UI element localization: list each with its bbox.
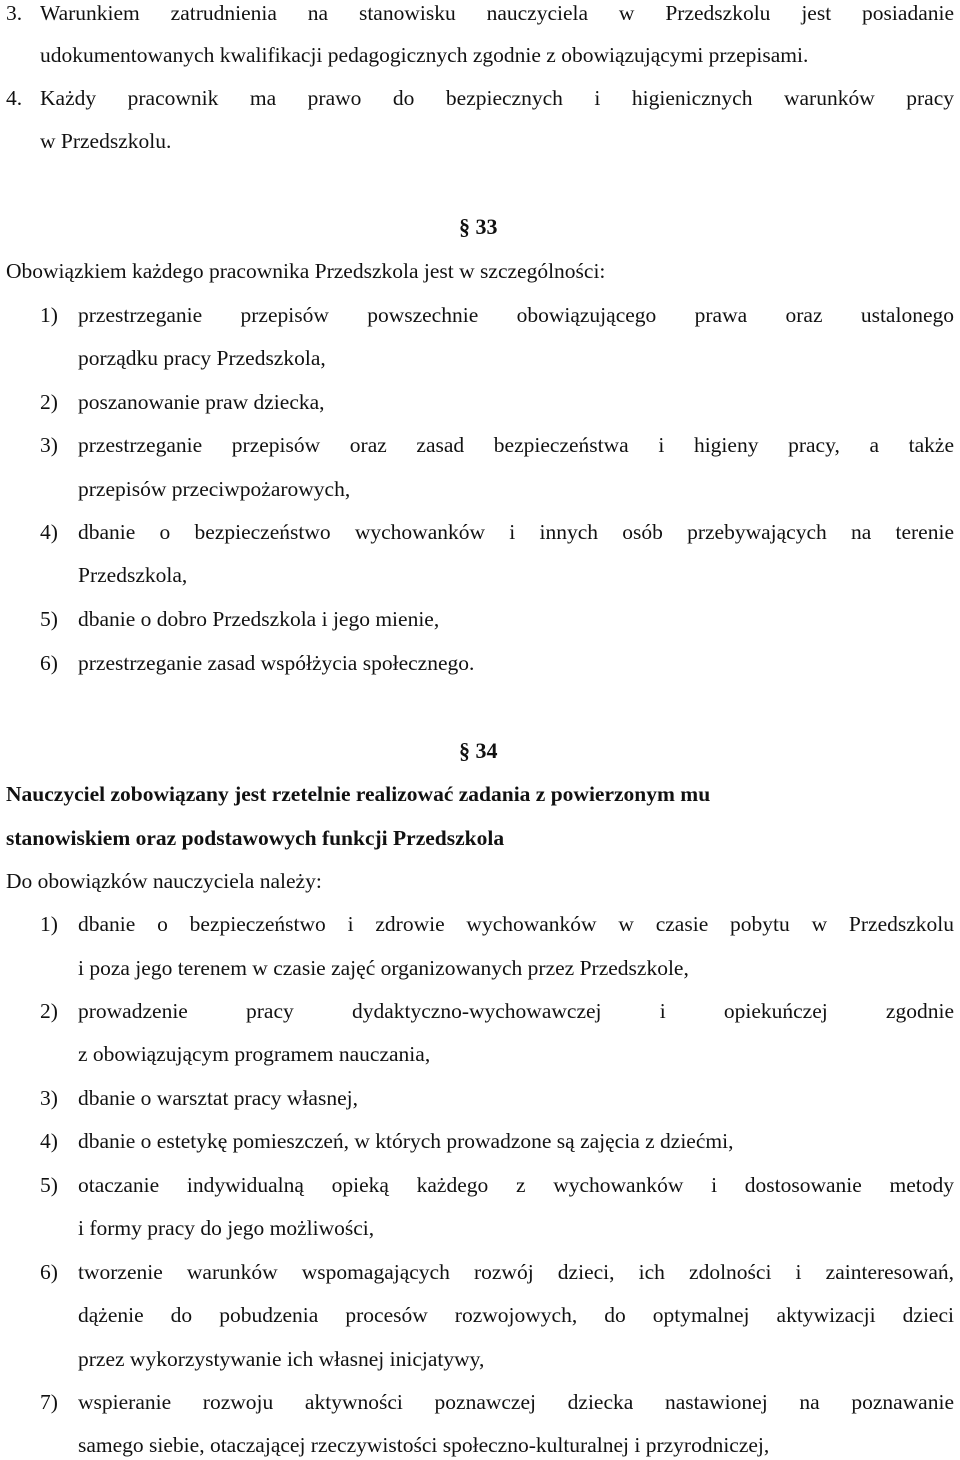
list-item-line: przestrzeganie przepisów powszechnie obowiązującego prawa oraz ustalonego: [78, 303, 954, 327]
list-item-line: udokumentowanych kwalifikacji pedagogicznych zgodnie z obowiązującymi przepisami.: [40, 43, 809, 67]
list-item-line: porządku pracy Przedszkola,: [78, 346, 326, 370]
list-number: 7): [40, 1390, 58, 1414]
list-item-line: wspieranie rozwoju aktywności poznawczej dziecka nastawionej na poznawanie: [78, 1390, 954, 1414]
list-item-line: otaczanie indywidualną opieką każdego z wychowanków i dostosowanie metody: [78, 1173, 954, 1197]
list-item-line: dbanie o bezpieczeństwo i zdrowie wychowanków w czasie pobytu w Przedszkolu: [78, 912, 954, 936]
list-number: 1): [40, 912, 58, 936]
section-heading: § 34: [459, 738, 498, 763]
list-number: 5): [40, 1173, 58, 1197]
section-heading: § 33: [459, 214, 498, 239]
list-item-line: dbanie o dobro Przedszkola i jego mienie,: [78, 607, 440, 631]
list-item-line: poszanowanie praw dziecka,: [78, 390, 325, 414]
list-item-line: przez wykorzystywanie ich własnej inicjatywy,: [78, 1347, 485, 1371]
list-number: 6): [40, 651, 58, 675]
list-item-line: dbanie o bezpieczeństwo wychowanków i innych osób przebywających na terenie: [78, 520, 954, 544]
list-item-line: tworzenie warunków wspomagających rozwój dzieci, ich zdolności i zainteresowań,: [78, 1260, 954, 1284]
list-number: 4): [40, 1129, 58, 1153]
list-item-line: przepisów przeciwpożarowych,: [78, 477, 351, 501]
list-item-line: przestrzeganie zasad współżycia społecznego.: [78, 651, 475, 675]
list-item-line: dbanie o estetykę pomieszczeń, w których prowadzone są zajęcia z dziećmi,: [78, 1129, 734, 1153]
list-item-line: prowadzenie pracy dydaktyczno-wychowawczej i opiekuńczej zgodnie: [78, 999, 954, 1023]
section-bold-line: Nauczyciel zobowiązany jest rzetelnie realizować zadania z powierzonym mu: [6, 782, 711, 806]
list-item-line: Każdy pracownik ma prawo do bezpiecznych i higienicznych warunków pracy: [40, 86, 954, 110]
section-intro: Do obowiązków nauczyciela należy:: [6, 869, 322, 893]
list-number: 4): [40, 520, 58, 544]
list-number: 3): [40, 1086, 58, 1110]
list-number: 1): [40, 303, 58, 327]
list-number: 6): [40, 1260, 58, 1284]
list-number: 3): [40, 433, 58, 457]
list-number: 2): [40, 999, 58, 1023]
list-item-line: Przedszkola,: [78, 563, 188, 587]
list-item-line: samego siebie, otaczającej rzeczywistości społeczno-kulturalnej i przyrodniczej,: [78, 1433, 770, 1457]
list-item-line: i formy pracy do jego możliwości,: [78, 1216, 375, 1240]
list-item-line: dbanie o warsztat pracy własnej,: [78, 1086, 358, 1110]
section-intro: Obowiązkiem każdego pracownika Przedszkola jest w szczególności:: [6, 259, 606, 283]
list-item-line: z obowiązującym programem nauczania,: [78, 1042, 431, 1066]
list-number: 4.: [6, 86, 23, 110]
section-bold-line: stanowiskiem oraz podstawowych funkcji Przedszkola: [6, 826, 505, 850]
list-item-line: Warunkiem zatrudnienia na stanowisku nauczyciela w Przedszkolu jest posiadanie: [40, 1, 954, 25]
list-item-line: i poza jego terenem w czasie zajęć organizowanych przez Przedszkole,: [78, 956, 689, 980]
list-item-line: w Przedszkolu.: [40, 129, 172, 153]
list-item-line: dążenie do pobudzenia procesów rozwojowych, do optymalnej aktywizacji dzieci: [78, 1303, 954, 1327]
list-item-line: przestrzeganie przepisów oraz zasad bezpieczeństwa i higieny pracy, a także: [78, 433, 954, 457]
list-number: 3.: [6, 1, 23, 25]
list-number: 5): [40, 607, 58, 631]
list-number: 2): [40, 390, 58, 414]
